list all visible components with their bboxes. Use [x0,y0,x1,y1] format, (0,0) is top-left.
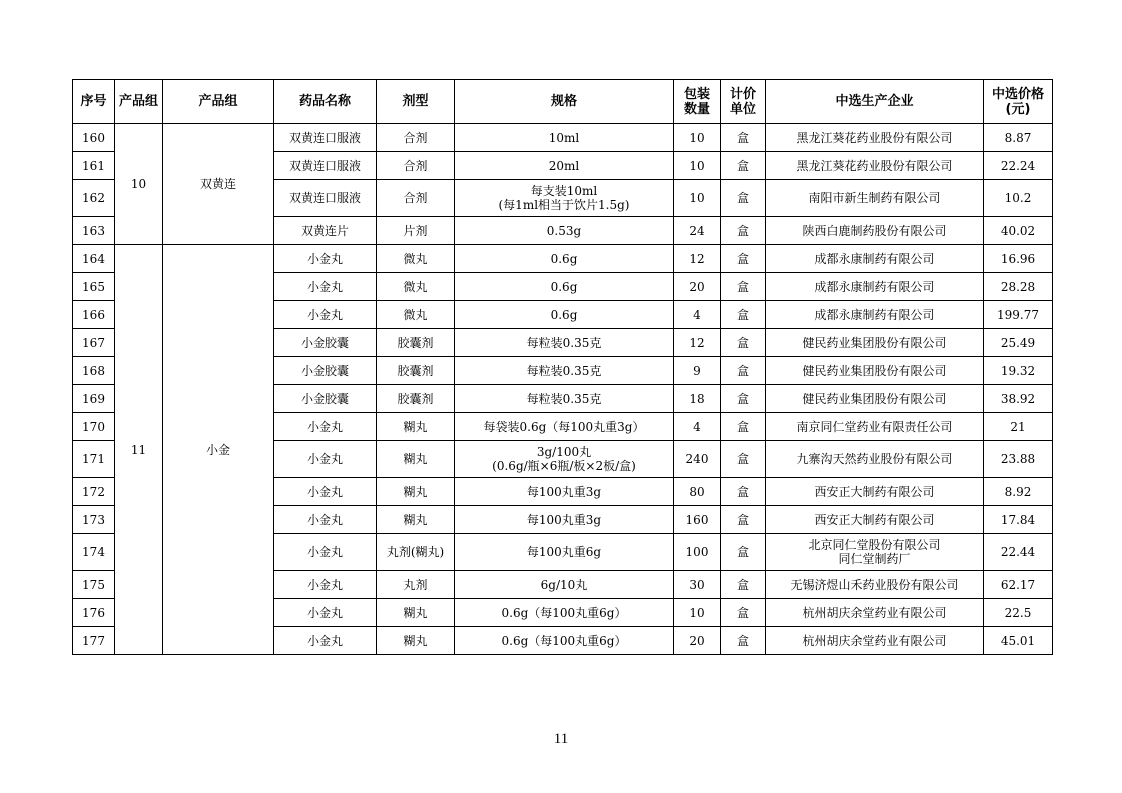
cell-drug-name: 双黄连口服液 [274,124,377,152]
cell-price: 8.92 [984,478,1053,506]
cell-spec: 每支装10ml (每1ml相当于饮片1.5g) [455,180,674,217]
cell-drug-name: 双黄连口服液 [274,152,377,180]
cell-unit: 盒 [721,627,766,655]
cell-drug-name: 小金丸 [274,273,377,301]
cell-spec: 0.6g（每100丸重6g） [455,599,674,627]
header-drug-name: 药品名称 [274,80,377,124]
procurement-table-sheet [72,79,1052,655]
cell-pack-qty: 24 [674,217,721,245]
cell-spec: 10ml [455,124,674,152]
cell-price: 8.87 [984,124,1053,152]
cell-price: 38.92 [984,385,1053,413]
cell-price: 23.88 [984,441,1053,478]
cell-manufacturer: 杭州胡庆余堂药业有限公司 [766,627,984,655]
header-unit: 计价 单位 [721,80,766,124]
header-seq: 序号 [73,80,115,124]
header-spec: 规格 [455,80,674,124]
cell-unit: 盒 [721,357,766,385]
cell-spec: 6g/10丸 [455,571,674,599]
table-row [73,124,1053,152]
cell-manufacturer: 健民药业集团股份有限公司 [766,357,984,385]
cell-spec: 3g/100丸 (0.6g/瓶×6瓶/板×2板/盒) [455,441,674,478]
cell-spec: 0.6g（每100丸重6g） [455,627,674,655]
cell-pack-qty: 12 [674,329,721,357]
cell-pack-qty: 240 [674,441,721,478]
cell-manufacturer: 成都永康制药有限公司 [766,245,984,273]
cell-drug-name: 小金丸 [274,627,377,655]
cell-manufacturer: 无锡济煜山禾药业股份有限公司 [766,571,984,599]
cell-manufacturer: 黑龙江葵花药业股份有限公司 [766,152,984,180]
cell-dosage-form: 胶囊剂 [377,385,455,413]
cell-spec: 0.6g [455,273,674,301]
header-group-name: 产品组 [163,80,274,124]
cell-price: 22.24 [984,152,1053,180]
cell-seq: 160 [73,124,115,152]
cell-price: 17.84 [984,506,1053,534]
cell-dosage-form: 微丸 [377,301,455,329]
cell-dosage-form: 合剂 [377,124,455,152]
cell-unit: 盒 [721,124,766,152]
cell-dosage-form: 胶囊剂 [377,329,455,357]
cell-drug-name: 小金胶囊 [274,357,377,385]
cell-pack-qty: 18 [674,385,721,413]
header-price: 中选价格 (元) [984,80,1053,124]
cell-drug-name: 小金丸 [274,571,377,599]
cell-drug-name: 双黄连口服液 [274,180,377,217]
cell-seq: 162 [73,180,115,217]
cell-pack-qty: 20 [674,273,721,301]
cell-group-name: 小金 [163,245,274,655]
cell-unit: 盒 [721,506,766,534]
header-group-id: 产品组 [115,80,163,124]
cell-manufacturer: 九寨沟天然药业股份有限公司 [766,441,984,478]
cell-group-id: 11 [115,245,163,655]
cell-seq: 163 [73,217,115,245]
cell-drug-name: 小金丸 [274,413,377,441]
cell-price: 62.17 [984,571,1053,599]
cell-dosage-form: 微丸 [377,273,455,301]
cell-pack-qty: 100 [674,534,721,571]
cell-manufacturer: 健民药业集团股份有限公司 [766,329,984,357]
cell-price: 16.96 [984,245,1053,273]
header-dosage-form: 剂型 [377,80,455,124]
cell-spec: 每粒装0.35克 [455,385,674,413]
cell-pack-qty: 20 [674,627,721,655]
cell-seq: 174 [73,534,115,571]
cell-group-id: 10 [115,124,163,245]
cell-seq: 169 [73,385,115,413]
cell-manufacturer: 西安正大制药有限公司 [766,478,984,506]
cell-seq: 165 [73,273,115,301]
header-pack-qty: 包装 数量 [674,80,721,124]
cell-price: 10.2 [984,180,1053,217]
cell-pack-qty: 12 [674,245,721,273]
cell-seq: 176 [73,599,115,627]
cell-drug-name: 小金胶囊 [274,385,377,413]
cell-manufacturer: 南阳市新生制药有限公司 [766,180,984,217]
cell-seq: 164 [73,245,115,273]
cell-pack-qty: 160 [674,506,721,534]
cell-manufacturer: 成都永康制药有限公司 [766,273,984,301]
cell-pack-qty: 10 [674,152,721,180]
cell-unit: 盒 [721,413,766,441]
cell-price: 25.49 [984,329,1053,357]
cell-manufacturer: 成都永康制药有限公司 [766,301,984,329]
cell-spec: 每100丸重3g [455,478,674,506]
cell-spec: 每袋装0.6g（每100丸重3g） [455,413,674,441]
cell-dosage-form: 合剂 [377,180,455,217]
cell-price: 19.32 [984,357,1053,385]
cell-price: 28.28 [984,273,1053,301]
cell-seq: 161 [73,152,115,180]
cell-manufacturer: 南京同仁堂药业有限责任公司 [766,413,984,441]
cell-unit: 盒 [721,329,766,357]
cell-unit: 盒 [721,245,766,273]
cell-price: 22.44 [984,534,1053,571]
cell-drug-name: 小金丸 [274,478,377,506]
cell-dosage-form: 胶囊剂 [377,357,455,385]
header-manufacturer: 中选生产企业 [766,80,984,124]
cell-pack-qty: 10 [674,124,721,152]
cell-unit: 盒 [721,180,766,217]
cell-spec: 20ml [455,152,674,180]
cell-dosage-form: 糊丸 [377,599,455,627]
cell-unit: 盒 [721,478,766,506]
cell-dosage-form: 丸剂(糊丸) [377,534,455,571]
cell-unit: 盒 [721,273,766,301]
cell-unit: 盒 [721,534,766,571]
cell-unit: 盒 [721,217,766,245]
cell-drug-name: 小金胶囊 [274,329,377,357]
cell-seq: 167 [73,329,115,357]
cell-unit: 盒 [721,571,766,599]
cell-dosage-form: 丸剂 [377,571,455,599]
cell-manufacturer: 健民药业集团股份有限公司 [766,385,984,413]
cell-pack-qty: 4 [674,413,721,441]
cell-unit: 盒 [721,152,766,180]
table-row [73,245,1053,273]
cell-seq: 173 [73,506,115,534]
cell-dosage-form: 片剂 [377,217,455,245]
cell-seq: 170 [73,413,115,441]
cell-drug-name: 小金丸 [274,245,377,273]
cell-unit: 盒 [721,385,766,413]
cell-dosage-form: 微丸 [377,245,455,273]
cell-manufacturer: 陕西白鹿制药股份有限公司 [766,217,984,245]
cell-spec: 0.53g [455,217,674,245]
cell-dosage-form: 糊丸 [377,478,455,506]
cell-seq: 172 [73,478,115,506]
cell-spec: 0.6g [455,245,674,273]
cell-seq: 168 [73,357,115,385]
table-body [73,124,1053,655]
winning-bid-table [72,79,1053,655]
cell-dosage-form: 糊丸 [377,506,455,534]
cell-spec: 0.6g [455,301,674,329]
cell-drug-name: 小金丸 [274,599,377,627]
cell-price: 199.77 [984,301,1053,329]
cell-unit: 盒 [721,441,766,478]
cell-price: 22.5 [984,599,1053,627]
cell-dosage-form: 糊丸 [377,627,455,655]
cell-drug-name: 双黄连片 [274,217,377,245]
cell-spec: 每粒装0.35克 [455,357,674,385]
cell-manufacturer: 黑龙江葵花药业股份有限公司 [766,124,984,152]
cell-manufacturer: 杭州胡庆余堂药业有限公司 [766,599,984,627]
cell-dosage-form: 合剂 [377,152,455,180]
cell-drug-name: 小金丸 [274,534,377,571]
cell-price: 40.02 [984,217,1053,245]
page-number: 11 [553,731,569,747]
cell-pack-qty: 4 [674,301,721,329]
cell-pack-qty: 10 [674,180,721,217]
cell-spec: 每粒装0.35克 [455,329,674,357]
cell-seq: 166 [73,301,115,329]
cell-manufacturer: 北京同仁堂股份有限公司 同仁堂制药厂 [766,534,984,571]
cell-pack-qty: 80 [674,478,721,506]
cell-seq: 175 [73,571,115,599]
cell-unit: 盒 [721,301,766,329]
cell-drug-name: 小金丸 [274,506,377,534]
cell-drug-name: 小金丸 [274,301,377,329]
cell-spec: 每100丸重3g [455,506,674,534]
cell-manufacturer: 西安正大制药有限公司 [766,506,984,534]
cell-seq: 177 [73,627,115,655]
cell-pack-qty: 30 [674,571,721,599]
cell-seq: 171 [73,441,115,478]
cell-dosage-form: 糊丸 [377,441,455,478]
cell-price: 21 [984,413,1053,441]
cell-spec: 每100丸重6g [455,534,674,571]
cell-pack-qty: 9 [674,357,721,385]
cell-pack-qty: 10 [674,599,721,627]
cell-group-name: 双黄连 [163,124,274,245]
cell-dosage-form: 糊丸 [377,413,455,441]
table-header-row [73,80,1053,124]
cell-drug-name: 小金丸 [274,441,377,478]
cell-price: 45.01 [984,627,1053,655]
cell-unit: 盒 [721,599,766,627]
